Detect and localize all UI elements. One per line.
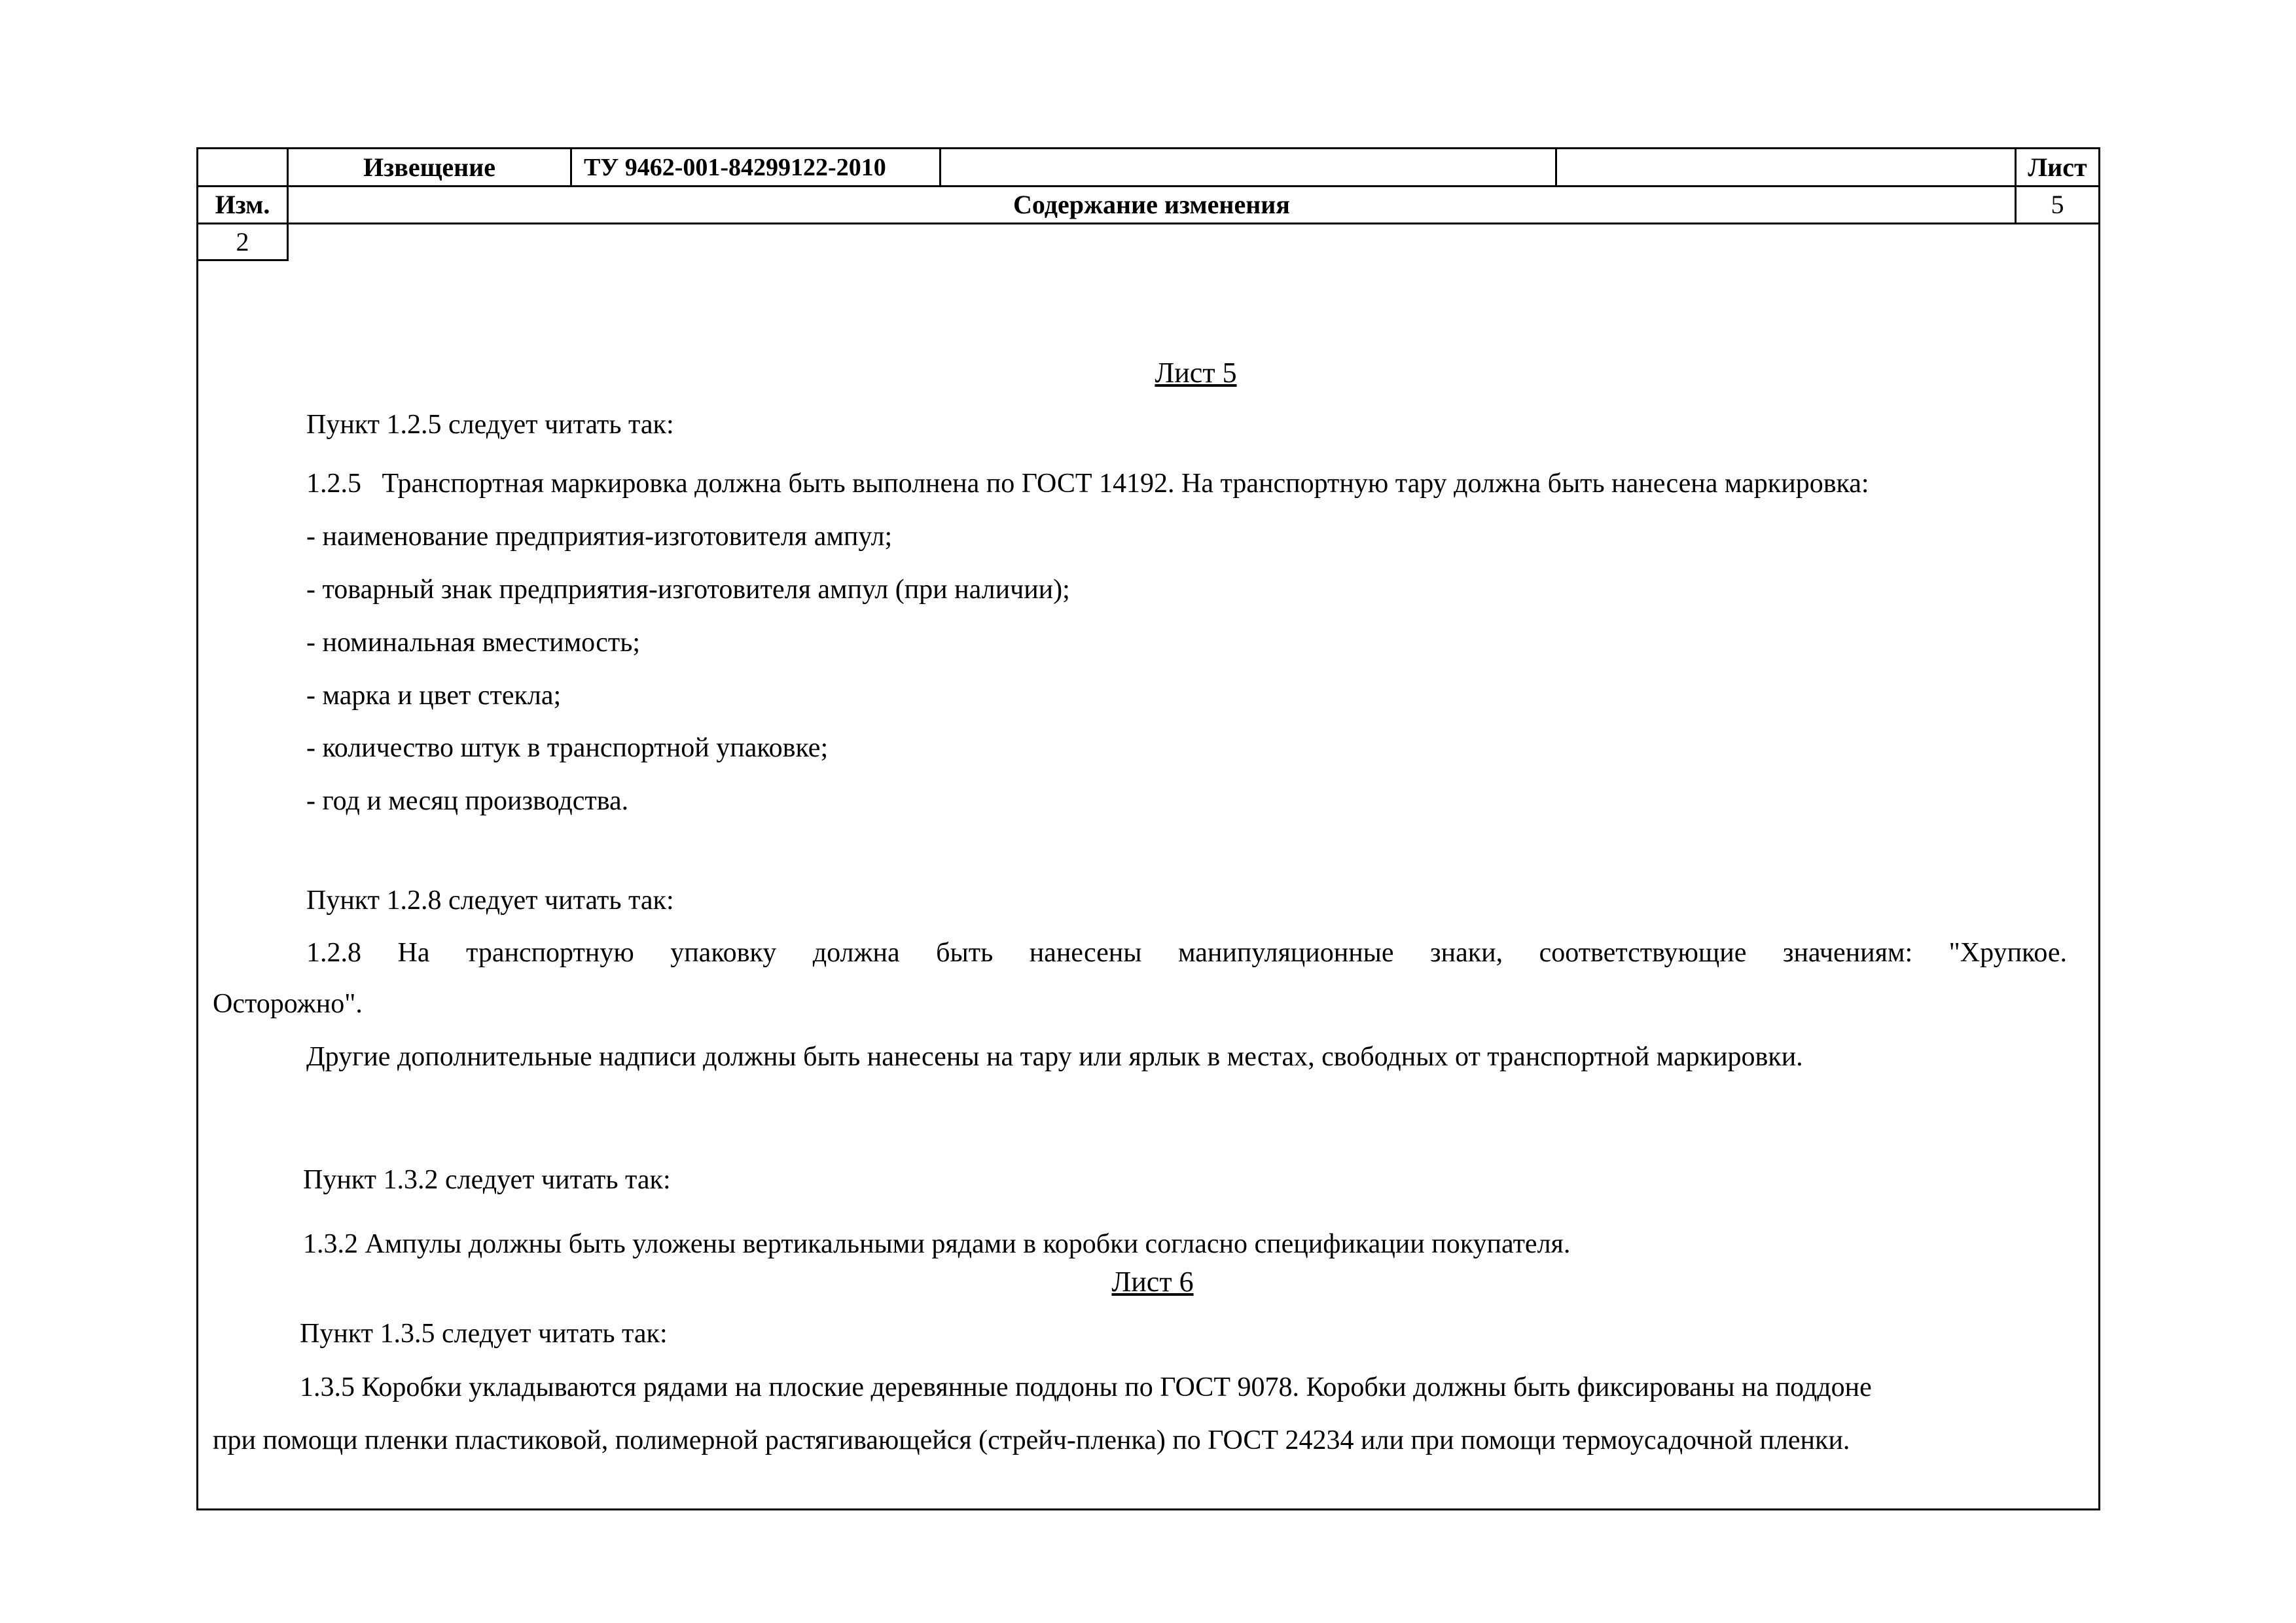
content-label: Содержание изменения — [1013, 190, 1290, 219]
document-frame — [196, 147, 2100, 1510]
p128-extra: Другие дополнительные надписи должны быть нанесены на тару или ярлык в местах, свободных от транспортной маркировки. — [306, 1042, 1803, 1072]
p132-intro: Пункт 1.3.2 следует читать так: — [303, 1165, 671, 1195]
list-item: - номинальная вместимость; — [306, 628, 641, 658]
p128-line2: Осторожно". — [213, 989, 363, 1019]
list-item: - количество штук в транспортной упаковке; — [306, 733, 829, 763]
sheet-label: Лист — [2028, 152, 2087, 182]
p132-text: 1.3.2 Ампулы должны быть уложены вертикальными рядами в коробки согласно спецификации покупателя. — [303, 1229, 1571, 1259]
change-label: Изм. — [215, 190, 270, 219]
sheet6-title: Лист 6 — [1111, 1266, 1194, 1298]
header-bottom-line — [198, 223, 2098, 224]
p135-line2: при помощи пленки пластиковой, полимерной растягивающейся (стрейч-пленка) по ГОСТ 24234 или при помощи термоусадочной пленки. — [213, 1425, 1850, 1455]
p125-text: 1.2.5 Транспортная маркировка должна быть выполнена по ГОСТ 14192. На транспортную тару должна быть нанесена маркировка: — [306, 469, 1869, 499]
list-item: - год и месяц производства. — [306, 786, 629, 816]
p128-line1: 1.2.8 На транспортную упаковку должна быть нанесены манипуляционные знаки, соответствующие значениям: "Хрупкое. — [306, 938, 2067, 968]
header-blank-cell-2 — [1557, 149, 2015, 185]
doc-number: ТУ 9462-001-84299122-2010 — [584, 153, 886, 181]
p135-intro: Пункт 1.3.5 следует читать так: — [300, 1319, 668, 1349]
list-item: - марка и цвет стекла; — [306, 681, 562, 711]
p135-line1: 1.3.5 Коробки укладываются рядами на плоские деревянные поддоны по ГОСТ 9078. Коробки должны быть фиксированы на поддоне — [300, 1372, 1872, 1402]
header-blank-cell-1 — [941, 149, 1555, 185]
sheet5-title: Лист 5 — [1155, 357, 1237, 389]
list-item: - товарный знак предприятия-изготовителя ампул (при наличии); — [306, 575, 1070, 605]
list-item: - наименование предприятия-изготовителя ампул; — [306, 522, 893, 552]
notice-label: Извещение — [363, 152, 495, 182]
p125-intro: Пункт 1.2.5 следует читать так: — [306, 410, 674, 440]
change-number-bottom — [198, 259, 289, 261]
sheet-number: 5 — [2051, 190, 2064, 219]
p128-intro: Пункт 1.2.8 следует читать так: — [306, 885, 674, 916]
change-number: 2 — [236, 226, 249, 257]
